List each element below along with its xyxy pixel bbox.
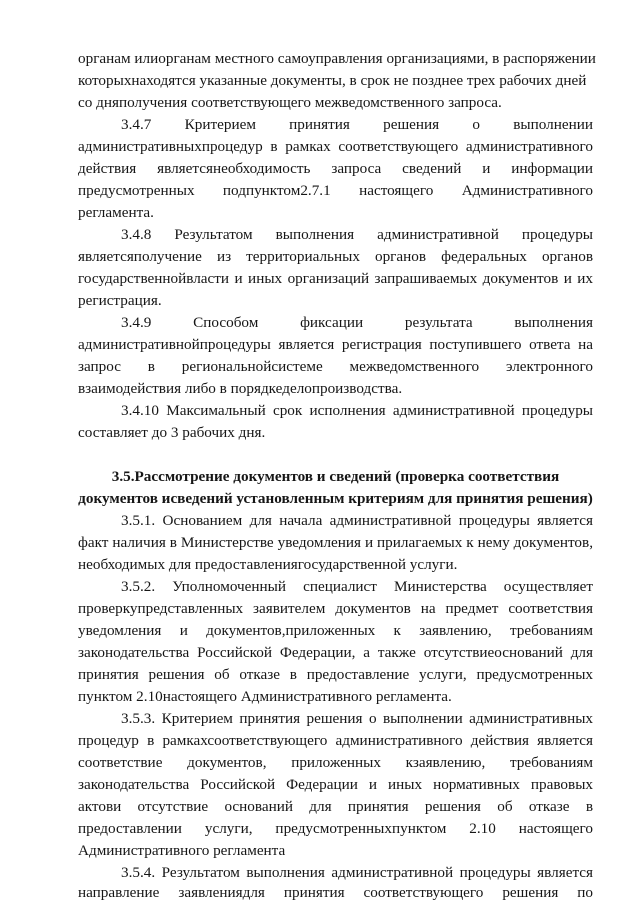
text-line: которыхнаходятся указанные документы, в срок не позднее трех рабочих дней [78,72,587,89]
section-heading: документов исведений установленным критериям для принятия решения) [78,490,593,507]
text-line: предусмотренных подпунктом2.7.1 настоящего Административного [78,182,593,199]
text-line: 3.4.7 Критерием принятия решения о выполнении [121,116,593,133]
text-line: 3.5.3. Критерием принятия решения о выполнении административных [121,710,593,727]
text-line: актови отсутствие оснований для принятия решения об отказе в [78,798,593,815]
text-line: регламента. [78,204,154,221]
text-line: принятия решения об отказе в предоставление услуги, предусмотренных [78,666,593,683]
text-line: административныхпроцедур в рамках соответствующего административного [78,138,593,155]
text-line: законодательства Российской Федерации и иных нормативных правовых [78,776,593,793]
text-line: регистрация. [78,292,162,309]
text-line: необходимых для предоставлениягосударственной услуги. [78,556,458,573]
text-line: запрос в региональнойсистеме межведомственного электронного [78,358,593,375]
text-line: 3.4.9 Способом фиксации результата выполнения [121,314,593,331]
section-heading: 3.5.Рассмотрение документов и сведений (проверка соответствия [111,468,560,485]
text-line: уведомления и документов,приложенных к заявлению, требованиям [78,622,593,639]
text-line: 3.5.1. Основанием для начала административной процедуры является [121,512,593,529]
text-line: административнойпроцедуры является регистрация поступившего ответа на [78,336,593,353]
text-line: органам илиорганам местного самоуправления организациями, в распоряжении [78,50,596,67]
text-line: предоставлении услуги, предусмотренныхпунктом 2.10 настоящего [78,820,593,837]
text-line: являетсяполучение из территориальных органов федеральных органов [78,248,593,265]
text-line: процедур в рамкахсоответствующего административного действия является [78,732,593,749]
text-line: Административного регламента [78,842,286,859]
text-line: государственнойвласти и иных организаций запрашиваемых документов и их [78,270,593,287]
text-line: законодательства Российской Федерации, а также отсутствиеоснований для [78,644,593,661]
text-line: проверкупредставленных заявителем документов на предмет соответствия [78,600,593,617]
text-line: направление заявлениядля принятия соответствующего решения по [78,884,593,901]
text-line: 3.5.4. Результатом выполнения административной процедуры является [121,864,593,881]
text-line: взаимодействия либо в порядкеделопроизводства. [78,380,403,397]
text-line: составляет до 3 рабочих дня. [78,424,266,441]
text-line: 3.4.8 Результатом выполнения административной процедуры [121,226,593,243]
text-line: 3.4.10 Максимальный срок исполнения административной процедуры [121,402,593,419]
text-line: пунктом 2.10настоящего Административного регламента. [78,688,452,705]
text-line: 3.5.2. Уполномоченный специалист Министерства осуществляет [121,578,593,595]
text-line: соответствие документов, приложенных кзаявлению, требованиям [78,754,593,771]
text-line: со дняполучения соответствующего межведомственного запроса. [78,94,502,111]
text-line: факт наличия в Министерстве уведомления и прилагаемых к нему документов, [78,534,593,551]
text-line: действия являетсянеобходимость запроса сведений и информации [78,160,593,177]
